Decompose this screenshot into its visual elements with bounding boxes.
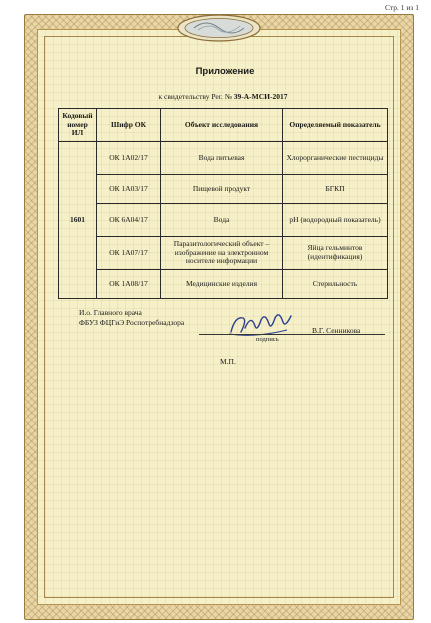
cipher-cell: ОК 1А07/17 xyxy=(97,237,161,270)
signature-block xyxy=(79,308,379,368)
position-line-2: ФБУЗ ФЦГиЭ Роспотребнадзора xyxy=(79,317,185,327)
header-lab-code: Кодовый номер ИЛ xyxy=(59,109,97,142)
cipher-cell: ОК 1А08/17 xyxy=(97,270,161,299)
header-indicator: Определяемый показатель xyxy=(283,109,388,142)
certificate-reference xyxy=(58,92,388,101)
stamp-place-label: М.П. xyxy=(220,357,236,366)
table-header-row xyxy=(59,109,388,142)
lab-code-cell: 1601 xyxy=(59,142,97,299)
header-cipher: Шифр ОК xyxy=(97,109,161,142)
object-cell: Паразитологический объект – изображение на электронном носителе информации xyxy=(161,237,283,270)
signature-line xyxy=(199,334,385,335)
indicator-cell: Яйца гельминтов (идентификация) xyxy=(283,237,388,270)
subtitle-prefix: к свидетельству Рег. № xyxy=(158,92,232,101)
object-cell: Пищевой продукт xyxy=(161,175,283,204)
signatory-name: В.Г. Сенникова xyxy=(312,326,361,335)
object-cell: Вода xyxy=(161,204,283,237)
table-row xyxy=(59,142,388,175)
table-row xyxy=(59,204,388,237)
emblem-ornament xyxy=(176,13,262,43)
table-row xyxy=(59,237,388,270)
indicator-cell: БГКП xyxy=(283,175,388,204)
page-title: Приложение xyxy=(195,66,255,77)
signatory-position xyxy=(79,308,184,328)
position-line-1: И.о. Главного врача xyxy=(79,308,142,317)
cipher-cell: ОК 1А03/17 xyxy=(97,175,161,204)
cipher-cell: ОК 1А02/17 xyxy=(97,142,161,175)
control-objects-table xyxy=(58,108,388,299)
certificate-number: 39-А-МСИ-2017 xyxy=(233,92,288,101)
table-row xyxy=(59,270,388,299)
signature-label: подпись xyxy=(256,336,279,343)
table-row xyxy=(59,175,388,204)
header-object: Объект исследования xyxy=(161,109,283,142)
indicator-cell: Стерильность xyxy=(283,270,388,299)
object-cell: Вода питьевая xyxy=(161,142,283,175)
object-cell: Медицинские изделия xyxy=(161,270,283,299)
indicator-cell: Хлорорганические пестициды xyxy=(283,142,388,175)
indicator-cell: рН (водородный показатель) xyxy=(283,204,388,237)
appendix-content xyxy=(58,66,388,299)
cipher-cell: ОК 6А04/17 xyxy=(97,204,161,237)
page-number: Стр. 1 из 1 xyxy=(385,3,419,12)
